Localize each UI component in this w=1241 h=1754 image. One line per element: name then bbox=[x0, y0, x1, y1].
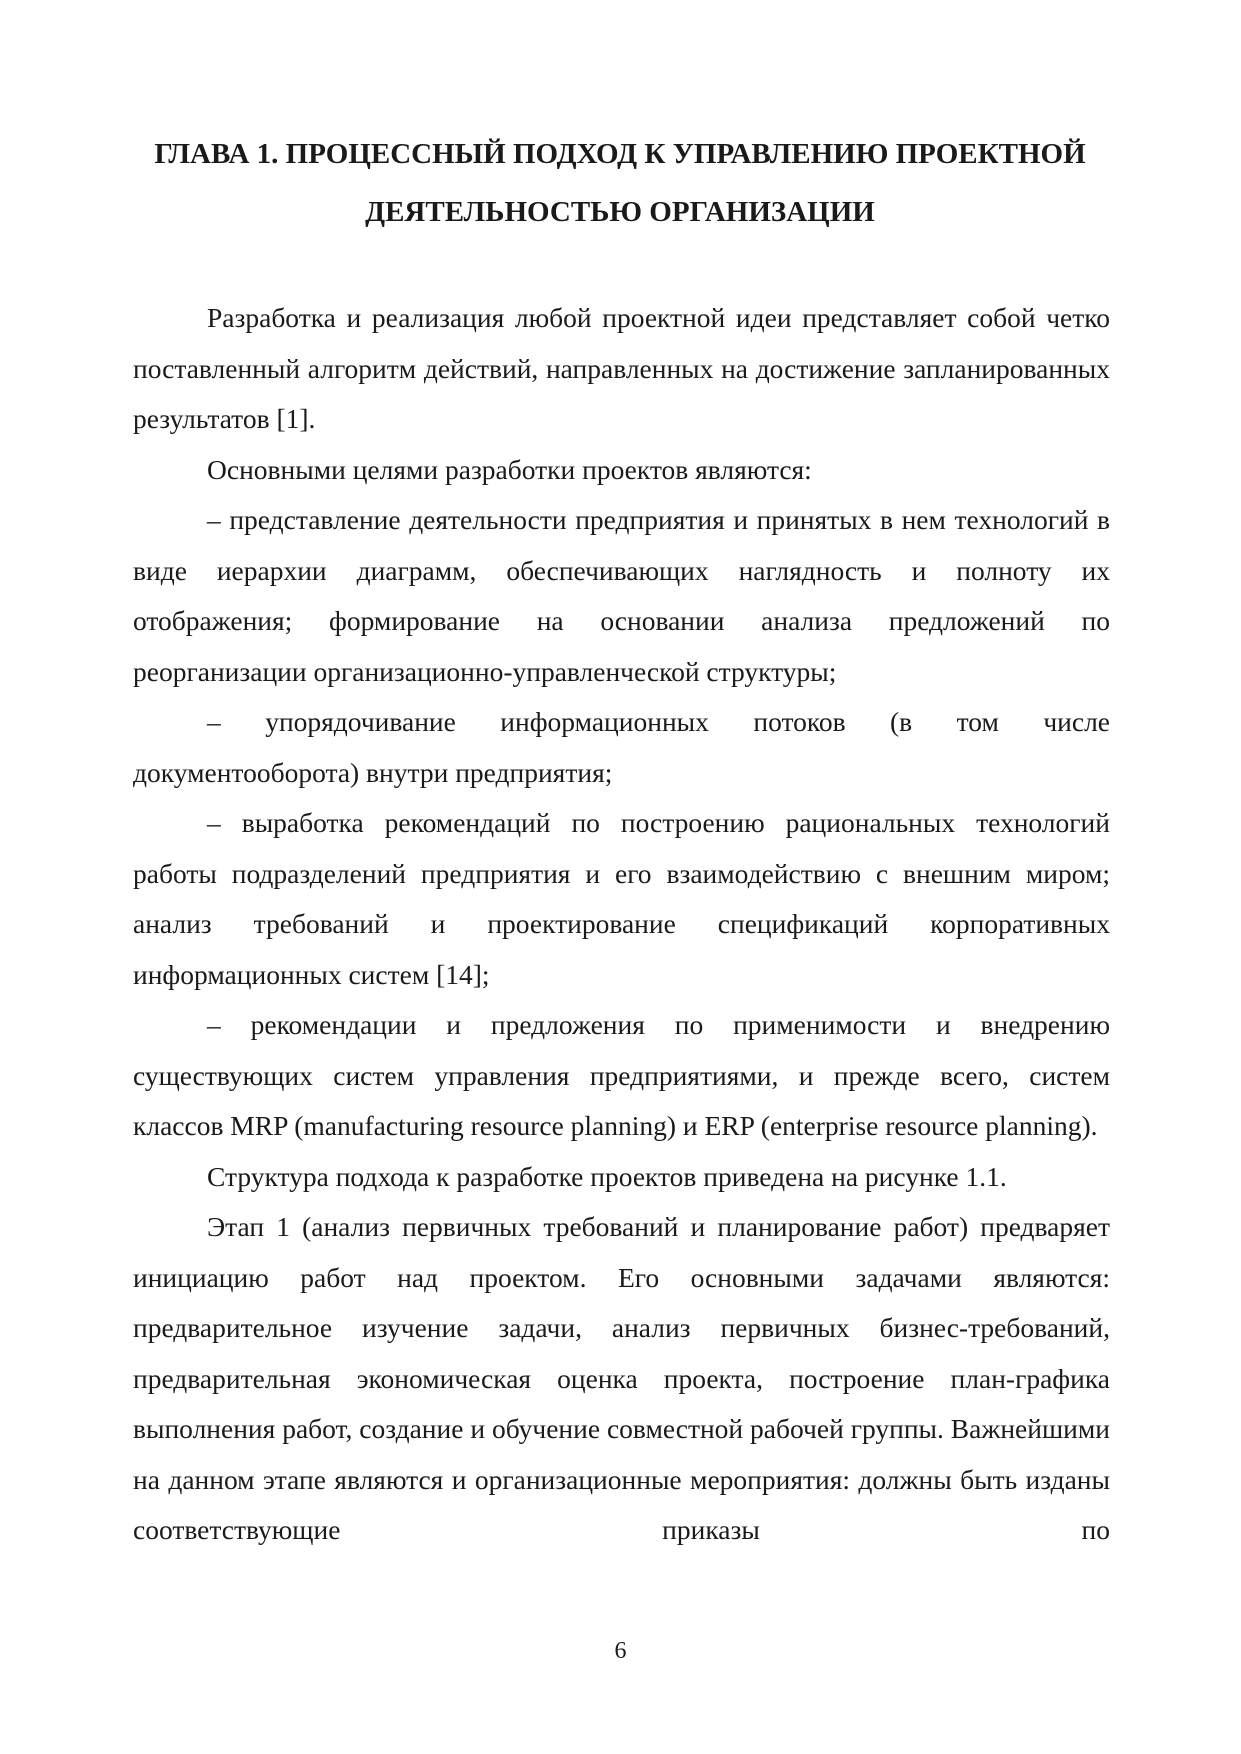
list-item-goal-2: – упорядочивание информационных потоков (в том числе документооборота) внутри предприятия; bbox=[133, 706, 1110, 788]
list-item-goal-1: – представление деятельности предприятия и принятых в нем технологий в виде иерархии диаграмм, обеспечивающих наглядность и полноту их отображения; формирование на основании анализа предложений по реорганизации организационно-управленческой структуры; bbox=[133, 504, 1110, 687]
list-item-goal-4: – рекомендации и предложения по применимости и внедрению существующих систем управления предприятиями, и прежде всего, систем классов MRP (manufacturing resource planning) и ERP (enterprise resource planning). bbox=[133, 1009, 1110, 1141]
paragraph-figure-reference: Структура подхода к разработке проектов приведена на рисунке 1.1. bbox=[207, 1160, 1007, 1192]
chapter-heading-line-2: ДЕЯТЕЛЬНОСТЬЮ ОРГАНИЗАЦИИ bbox=[365, 196, 875, 228]
paragraph-goals-lead: Основными целями разработки проектов являются: bbox=[207, 453, 812, 485]
chapter-heading bbox=[120, 125, 1120, 241]
chapter-heading-line-1: ГЛАВА 1. ПРОЦЕССНЫЙ ПОДХОД К УПРАВЛЕНИЮ ПРОЕКТНОЙ bbox=[154, 138, 1086, 170]
list-item-goal-3: – выработка рекомендаций по построению рациональных технологий работы подразделений предприятия и его взаимодействию с внешним миром; анализ требований и проектирование спецификаций корпоративных информационных систем [14]; bbox=[133, 807, 1110, 990]
paragraph-intro: Разработка и реализация любой проектной идеи представляет собой четко поставленный алгоритм действий, направленных на достижение запланированных результатов [1]. bbox=[133, 302, 1110, 434]
body-text bbox=[133, 293, 1110, 1556]
paragraph-stage-1: Этап 1 (анализ первичных требований и планирование работ) предваряет инициацию работ над проектом. Его основными задачами являются: предварительное изучение задачи, анализ первичных бизнес-требований, предварительная экономическая оценка проекта, построение план-графика выполнения работ, создание и обучение совместной рабочей группы. Важнейшими на данном этапе являются и организационные мероприятия: должны быть изданы соответствующие приказы по bbox=[133, 1211, 1110, 1545]
page-number: 6 bbox=[614, 1638, 627, 1664]
